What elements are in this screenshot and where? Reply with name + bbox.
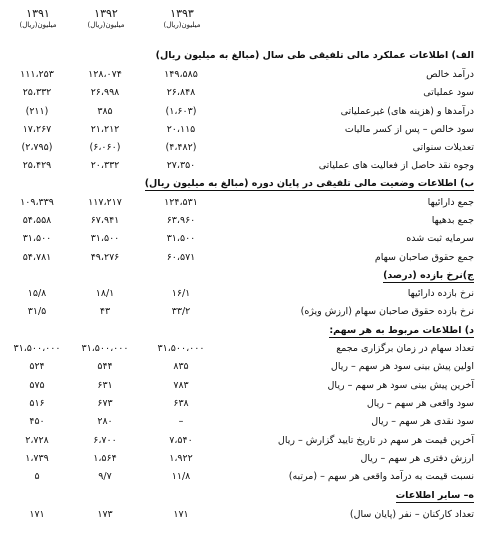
row-label: جمع دارائیها	[427, 197, 474, 208]
section-heading-row	[0, 488, 482, 506]
table-row	[0, 67, 482, 85]
cell-value-1391: ۱،۷۳۹	[25, 453, 49, 464]
cell-value-1392: ۶۷۳	[97, 398, 113, 409]
cell-value-1393: ۱۴۹،۵۸۵	[164, 69, 198, 80]
cell-value-1391: ۲،۷۲۸	[25, 435, 49, 446]
table-row	[0, 304, 482, 322]
cell-value-1393: ۱۶/۱	[171, 288, 191, 299]
cell-value-1392: ۴۹،۲۷۶	[90, 252, 120, 263]
row-label: سود عملیاتی	[423, 87, 474, 98]
table-row	[0, 433, 482, 451]
table-row	[0, 507, 482, 525]
table-row	[0, 158, 482, 176]
column-header-1392	[76, 8, 136, 29]
row-label: نرخ بازده دارائیها	[407, 288, 474, 299]
cell-value-1391: ۳۱،۵۰۰	[22, 233, 52, 244]
row-label: جمع بدهیها	[431, 215, 474, 226]
row-label: سود نقدی هر سهم – ریال	[371, 416, 474, 427]
row-label: جمع حقوق صاحبان سهام	[374, 252, 474, 263]
cell-value-1392: ۱۷۳	[97, 509, 113, 520]
table-row	[0, 195, 482, 213]
cell-value-1392: ۳۱،۵۰۰،۰۰۰	[81, 343, 129, 354]
cell-value-1391: ۱۱۱،۲۵۳	[20, 69, 54, 80]
table-row	[0, 359, 482, 377]
cell-value-1391: (۲،۷۹۵)	[21, 142, 53, 153]
cell-value-1393: (۱،۶۰۳)	[165, 106, 197, 117]
row-label: نسبت قیمت به درآمد واقعی هر سهم – (مرتبه)	[288, 471, 474, 482]
year-label: ۱۳۹۲	[94, 7, 118, 20]
section-heading-row	[0, 268, 482, 286]
unit-label: میلیون(ریال)	[19, 21, 57, 29]
cell-value-1392: ۶،۷۰۰	[93, 435, 117, 446]
year-label: ۱۳۹۱	[26, 7, 50, 20]
cell-value-1392: ۱۸/۱	[95, 288, 115, 299]
column-header-1393	[152, 8, 212, 29]
cell-value-1392: ۹/۷	[98, 471, 112, 482]
section-heading-row	[0, 48, 482, 66]
cell-value-1393: ۲۷،۳۵۰	[166, 160, 196, 171]
table-row	[0, 122, 482, 140]
cell-value-1391: ۲۵،۳۳۲	[22, 87, 52, 98]
cell-value-1392: ۱،۵۶۴	[93, 453, 117, 464]
cell-value-1392: ۵۴۴	[97, 361, 113, 372]
cell-value-1393: ۶۰،۵۷۱	[166, 252, 196, 263]
row-label: ارزش دفتری هر سهم – ریال	[360, 453, 474, 464]
section-heading-row	[0, 323, 482, 341]
table-row	[0, 469, 482, 487]
cell-value-1391: ۵۴،۷۸۱	[22, 252, 52, 263]
row-label: سود خالص – پس از کسر مالیات	[344, 124, 474, 135]
cell-value-1393: ۶۳،۹۶۰	[166, 215, 196, 226]
cell-value-1393: ۷۸۳	[173, 380, 189, 391]
table-row	[0, 396, 482, 414]
row-label: اولین پیش بینی سود هر سهم – ریال	[330, 361, 474, 372]
row-label: درآمدها و (هزینه های) غیرعملیاتی	[340, 106, 474, 117]
row-label: آخرین قیمت هر سهم در تاریخ تایید گزارش – ریال	[277, 435, 474, 446]
table-row	[0, 341, 482, 359]
cell-value-1392: ۲۰،۳۳۲	[90, 160, 120, 171]
cell-value-1391: ۱۵/۸	[27, 288, 47, 299]
year-label: ۱۳۹۳	[170, 7, 194, 20]
section-title: ج)نرخ بازده (درصد)	[383, 270, 474, 281]
table-row	[0, 231, 482, 249]
cell-value-1393: ۷،۵۴۰	[169, 435, 193, 446]
cell-value-1393: ۳۳/۲	[171, 306, 191, 317]
cell-value-1393: ۳۱،۵۰۰	[166, 233, 196, 244]
cell-value-1392: ۱۲۸،۰۷۴	[88, 69, 122, 80]
table-row	[0, 286, 482, 304]
table-row	[0, 250, 482, 268]
row-label: تعداد کارکنان – نفر (پایان سال)	[349, 509, 474, 520]
cell-value-1393: ۱۷۱	[173, 509, 189, 520]
section-title: ب) اطلاعات وضعیت مالی تلفیقی در پایان دوره (مبالغ به میلیون ریال)	[144, 178, 474, 189]
table-row	[0, 451, 482, 469]
cell-value-1393: ۱،۹۲۲	[169, 453, 193, 464]
cell-value-1391: ۵۱۶	[29, 398, 45, 409]
cell-value-1393: ۲۶،۸۴۸	[166, 87, 196, 98]
cell-value-1392: ۶۳۱	[97, 380, 113, 391]
cell-value-1391: (۲۱۱)	[25, 106, 49, 117]
cell-value-1393: ۶۳۸	[173, 398, 189, 409]
cell-value-1391: ۱۰۹،۳۳۹	[20, 197, 54, 208]
section-title: الف) اطلاعات عملکرد مالی تلفیقی طی سال (مبالغ به میلیون ریال)	[155, 50, 474, 61]
cell-value-1391: ۱۷۱	[29, 509, 45, 520]
cell-value-1393: ۲۰،۱۱۵	[166, 124, 196, 135]
table-row	[0, 414, 482, 432]
table-row	[0, 85, 482, 103]
cell-value-1391: ۵۴،۵۵۸	[22, 215, 52, 226]
cell-value-1391: ۱۷،۲۶۷	[22, 124, 52, 135]
cell-value-1393: –	[178, 416, 184, 427]
row-label: وجوه نقد حاصل از فعالیت های عملیاتی	[318, 160, 474, 171]
row-label: سرمایه ثبت شده	[406, 233, 474, 244]
section-heading-row	[0, 176, 482, 194]
table-row	[0, 378, 482, 396]
section-title: ه– سایر اطلاعات	[395, 490, 474, 501]
row-label: درآمد خالص	[426, 69, 474, 80]
cell-value-1393: ۳۱،۵۰۰،۰۰۰	[157, 343, 205, 354]
cell-value-1393: ۱۲۴،۵۳۱	[164, 197, 198, 208]
row-label: تعدیلات سنواتی	[412, 142, 474, 153]
row-label: آخرین پیش بینی سود هر سهم – ریال	[327, 380, 474, 391]
unit-label: میلیون(ریال)	[87, 21, 125, 29]
cell-value-1392: (۶،۰۶۰)	[89, 142, 121, 153]
cell-value-1391: ۴۵۰	[29, 416, 45, 427]
table-row	[0, 140, 482, 158]
cell-value-1391: ۲۵،۴۲۹	[22, 160, 52, 171]
cell-value-1391: ۳۱/۵	[27, 306, 47, 317]
cell-value-1393: ۸۳۵	[173, 361, 189, 372]
cell-value-1391: ۵	[34, 471, 40, 482]
cell-value-1392: ۳۸۵	[97, 106, 113, 117]
cell-value-1391: ۳۱،۵۰۰،۰۰۰	[13, 343, 61, 354]
cell-value-1392: ۴۳	[99, 306, 111, 317]
cell-value-1392: ۲۱،۲۱۲	[90, 124, 120, 135]
column-header-1391	[8, 8, 68, 29]
cell-value-1393: (۴،۴۸۲)	[165, 142, 197, 153]
cell-value-1392: ۶۷،۹۴۱	[90, 215, 120, 226]
row-label: سود واقعی هر سهم – ریال	[366, 398, 474, 409]
cell-value-1391: ۵۲۴	[29, 361, 45, 372]
cell-value-1392: ۲۸۰	[97, 416, 113, 427]
section-title: د) اطلاعات مربوط به هر سهم:	[329, 325, 474, 336]
row-label: تعداد سهام در زمان برگزاری مجمع	[336, 343, 474, 354]
cell-value-1393: ۱۱/۸	[171, 471, 191, 482]
cell-value-1392: ۲۶،۹۹۸	[90, 87, 120, 98]
cell-value-1391: ۵۷۵	[29, 380, 45, 391]
table-row	[0, 213, 482, 231]
table-row	[0, 104, 482, 122]
row-label: نرخ بازده حقوق صاحبان سهام (ارزش ویژه)	[300, 306, 474, 317]
unit-label: میلیون(ریال)	[163, 21, 201, 29]
cell-value-1392: ۱۱۷،۲۱۷	[88, 197, 122, 208]
cell-value-1392: ۳۱،۵۰۰	[90, 233, 120, 244]
